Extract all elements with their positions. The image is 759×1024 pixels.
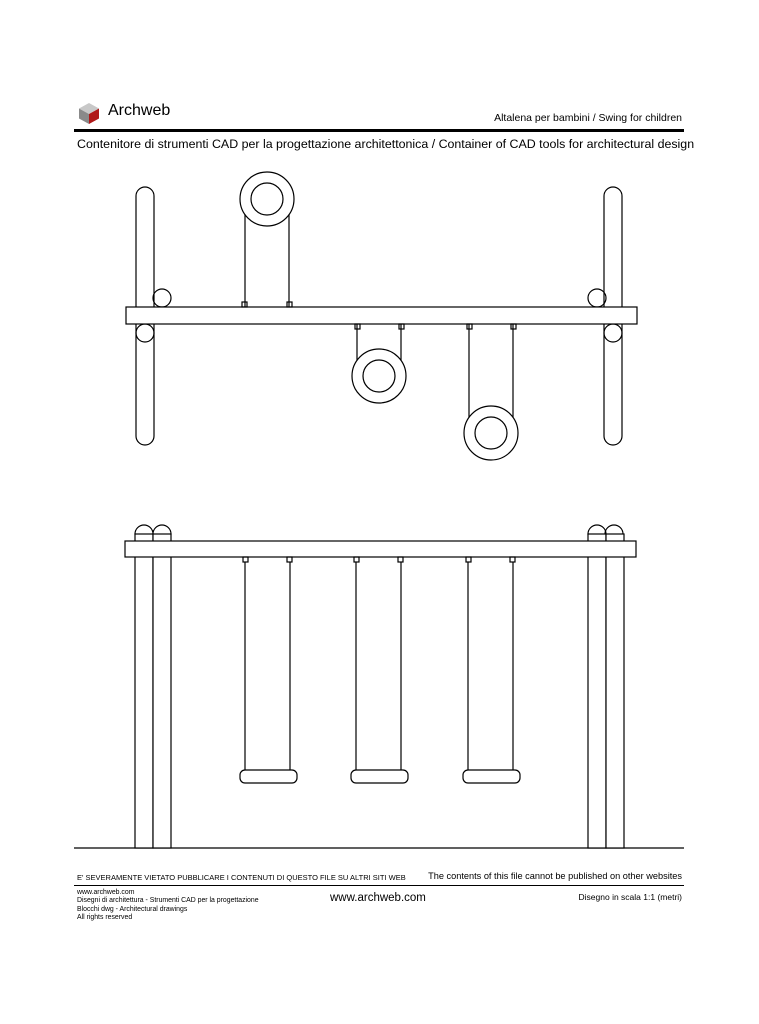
drawing-subtitle: Altalena per bambini / Swing for children: [494, 112, 682, 124]
elev-post-right-1: [588, 534, 606, 848]
elev-post-left-1: [135, 534, 153, 848]
brand-name: Archweb: [108, 102, 171, 119]
plan-swing-2: [352, 324, 406, 403]
footer-line: All rights reserved: [77, 913, 133, 921]
footer-url: www.archweb.com: [330, 892, 426, 904]
plan-bolt-right-bottom: [604, 324, 622, 342]
plan-swing-1: [240, 172, 294, 307]
elev-post-left-2: [153, 534, 171, 848]
scale-note: Disegno in scala 1:1 (metri): [578, 892, 682, 902]
plan-crossbeam: [126, 307, 637, 324]
plan-view: [126, 172, 637, 460]
elev-crossbeam: [125, 541, 636, 557]
footer-credits: [77, 889, 259, 922]
elev-swing-1: [240, 557, 297, 783]
elev-swing-2: [351, 557, 408, 783]
warning-italian: E' SEVERAMENTE VIETATO PUBBLICARE I CONTENUTI DI QUESTO FILE SU ALTRI SITI WEB: [77, 873, 406, 882]
footer-line: Disegni di architettura - Strumenti CAD per la progettazione: [77, 897, 259, 905]
plan-bolt-right-top: [588, 289, 606, 307]
plan-swing-3: [464, 324, 518, 460]
footer-rule: [74, 885, 684, 886]
footer-line: www.archweb.com: [77, 889, 135, 896]
elevation-view: [74, 525, 684, 848]
plan-bolt-left-bottom: [136, 324, 154, 342]
elev-swing-3: [463, 557, 520, 783]
plan-bolt-left-top: [153, 289, 171, 307]
elev-post-right-2: [606, 534, 624, 848]
warning-english: The contents of this file cannot be published on other websites: [428, 871, 682, 881]
tagline: Contenitore di strumenti CAD per la progettazione architettonica / Container of CAD tools for architectural design: [77, 137, 695, 151]
footer-line: Blocchi dwg - Architectural drawings: [77, 905, 188, 913]
